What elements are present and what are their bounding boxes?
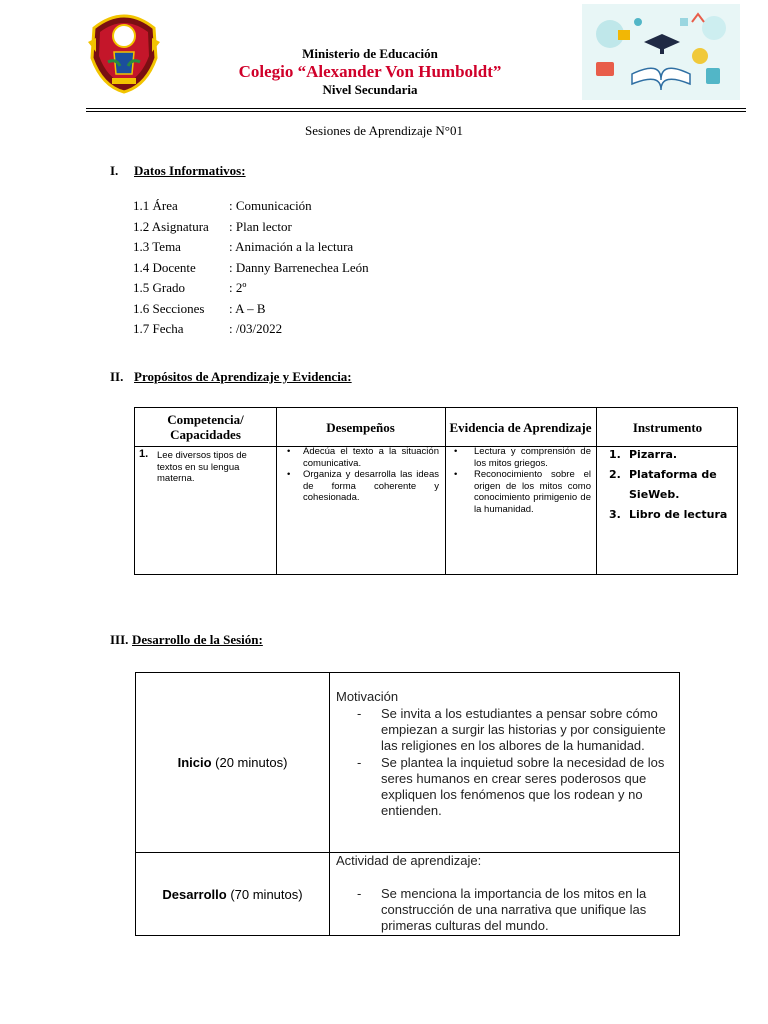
competencia-number: 1.	[139, 448, 149, 460]
info-row	[133, 217, 369, 238]
info-label: 1.3 Tema	[133, 239, 181, 254]
info-label: 1.1 Área	[133, 198, 178, 213]
desempenos-list	[279, 446, 439, 504]
info-label: 1.2 Asignatura	[133, 218, 209, 234]
instrumento-item	[605, 465, 737, 505]
education-level: Nivel Secundaria	[322, 82, 418, 97]
phase-cell-inicio	[136, 673, 329, 852]
school-crest-logo	[86, 8, 162, 94]
info-value: : /03/2022	[229, 321, 283, 336]
desempeno-item: • Adecúa el texto a la situación comunicativa.	[279, 446, 439, 469]
evidencia-item: • Lectura y comprensión de los mitos griegos.	[446, 446, 591, 469]
info-value: : Plan lector	[229, 218, 292, 234]
info-row	[133, 237, 369, 258]
phase-name: Desarrollo	[162, 886, 227, 902]
info-value: : Danny Barrenechea León	[229, 259, 369, 275]
education-banner-image	[582, 4, 740, 100]
phase-duration: (70 minutos)	[226, 886, 303, 902]
header-competencia: Competencia/ Capacidades	[167, 412, 244, 442]
instrumento-item	[605, 505, 737, 525]
info-label: 1.5 Grado	[133, 280, 185, 295]
info-value: : Comunicación	[229, 198, 312, 213]
section-number: III.	[110, 632, 129, 647]
phase-content-desarrollo	[336, 853, 668, 934]
instrumento-text: Pizarra.	[629, 448, 678, 461]
section-heading-desarrollo	[110, 632, 263, 648]
section-heading-propositos	[110, 369, 352, 385]
phase-content-inicio	[336, 689, 668, 819]
section-title: Datos Informativos:	[134, 163, 246, 178]
section-number: I.	[110, 163, 119, 178]
content-item: - Se plantea la inquietud sobre la necesidad de los seres humanos en crear seres poderosos que expliquen los fenómenos que los rodean y no entienden.	[336, 755, 668, 819]
section-heading-datos	[110, 163, 246, 179]
info-row	[133, 319, 369, 340]
table-divider	[329, 673, 330, 935]
info-row	[133, 299, 369, 320]
competencia-text: Lee diversos tipos de textos en su lengua materna.	[157, 450, 247, 484]
info-row	[133, 258, 369, 279]
header-instrumento: Instrumento	[632, 419, 703, 435]
info-row	[133, 278, 369, 299]
instrumento-item	[605, 445, 737, 465]
purposes-table	[134, 407, 738, 575]
info-row	[133, 196, 369, 217]
instrumentos-list	[605, 445, 737, 525]
instrumento-number: 2.	[609, 468, 621, 481]
info-value: : A – B	[229, 300, 266, 316]
evidencia-list	[446, 446, 591, 515]
session-title: Sesiones de Aprendizaje N°01	[305, 123, 463, 138]
header-rule	[86, 111, 746, 112]
ministry-title: Ministerio de Educación	[302, 46, 438, 61]
instrumento-number: 3.	[609, 508, 621, 521]
info-value: : Animación a la lectura	[229, 239, 354, 254]
section-title: Propósitos de Aprendizaje y Evidencia:	[134, 369, 352, 384]
instrumento-text: Plataforma de SieWeb.	[629, 468, 717, 501]
info-label: 1.7 Fecha	[133, 321, 184, 336]
info-list	[133, 196, 369, 340]
content-heading: Motivación	[336, 689, 399, 704]
instrumento-text: Libro de lectura	[629, 508, 728, 521]
instrumento-number: 1.	[609, 448, 621, 461]
section-title: Desarrollo de la Sesión:	[132, 632, 263, 647]
phase-cell-desarrollo	[136, 853, 329, 935]
competencia-cell	[139, 450, 271, 485]
info-value: : 2º	[229, 280, 247, 295]
phase-duration: (20 minutos)	[211, 755, 288, 770]
header-rule	[86, 108, 746, 109]
section-number: II.	[110, 369, 124, 384]
info-label: 1.6 Secciones	[133, 300, 205, 316]
college-name: Colegio “Alexander Von Humboldt”	[238, 62, 502, 81]
evidencia-item: • Reconocimiento sobre el origen de los mitos como conocimiento primigenio de la humanidad.	[446, 469, 591, 515]
session-development-table	[135, 672, 680, 936]
header-desempenos: Desempeños	[326, 419, 395, 435]
phase-name: Inicio	[177, 755, 212, 770]
content-item: - Se invita a los estudiantes a pensar sobre cómo empiezan a surgir las historias y por consiguiente las religiones en los albores de la humanidad.	[336, 706, 668, 754]
desempeno-item: • Organiza y desarrolla las ideas de forma coherente y cohesionada.	[279, 469, 439, 504]
content-item: - Se menciona la importancia de los mitos en la construcción de una narrativa que unifique las primeras culturas del mundo.	[336, 886, 668, 934]
content-heading: Actividad de aprendizaje:	[336, 853, 482, 868]
info-label: 1.4 Docente	[133, 259, 196, 275]
header-evidencia: Evidencia de Aprendizaje	[449, 419, 592, 435]
